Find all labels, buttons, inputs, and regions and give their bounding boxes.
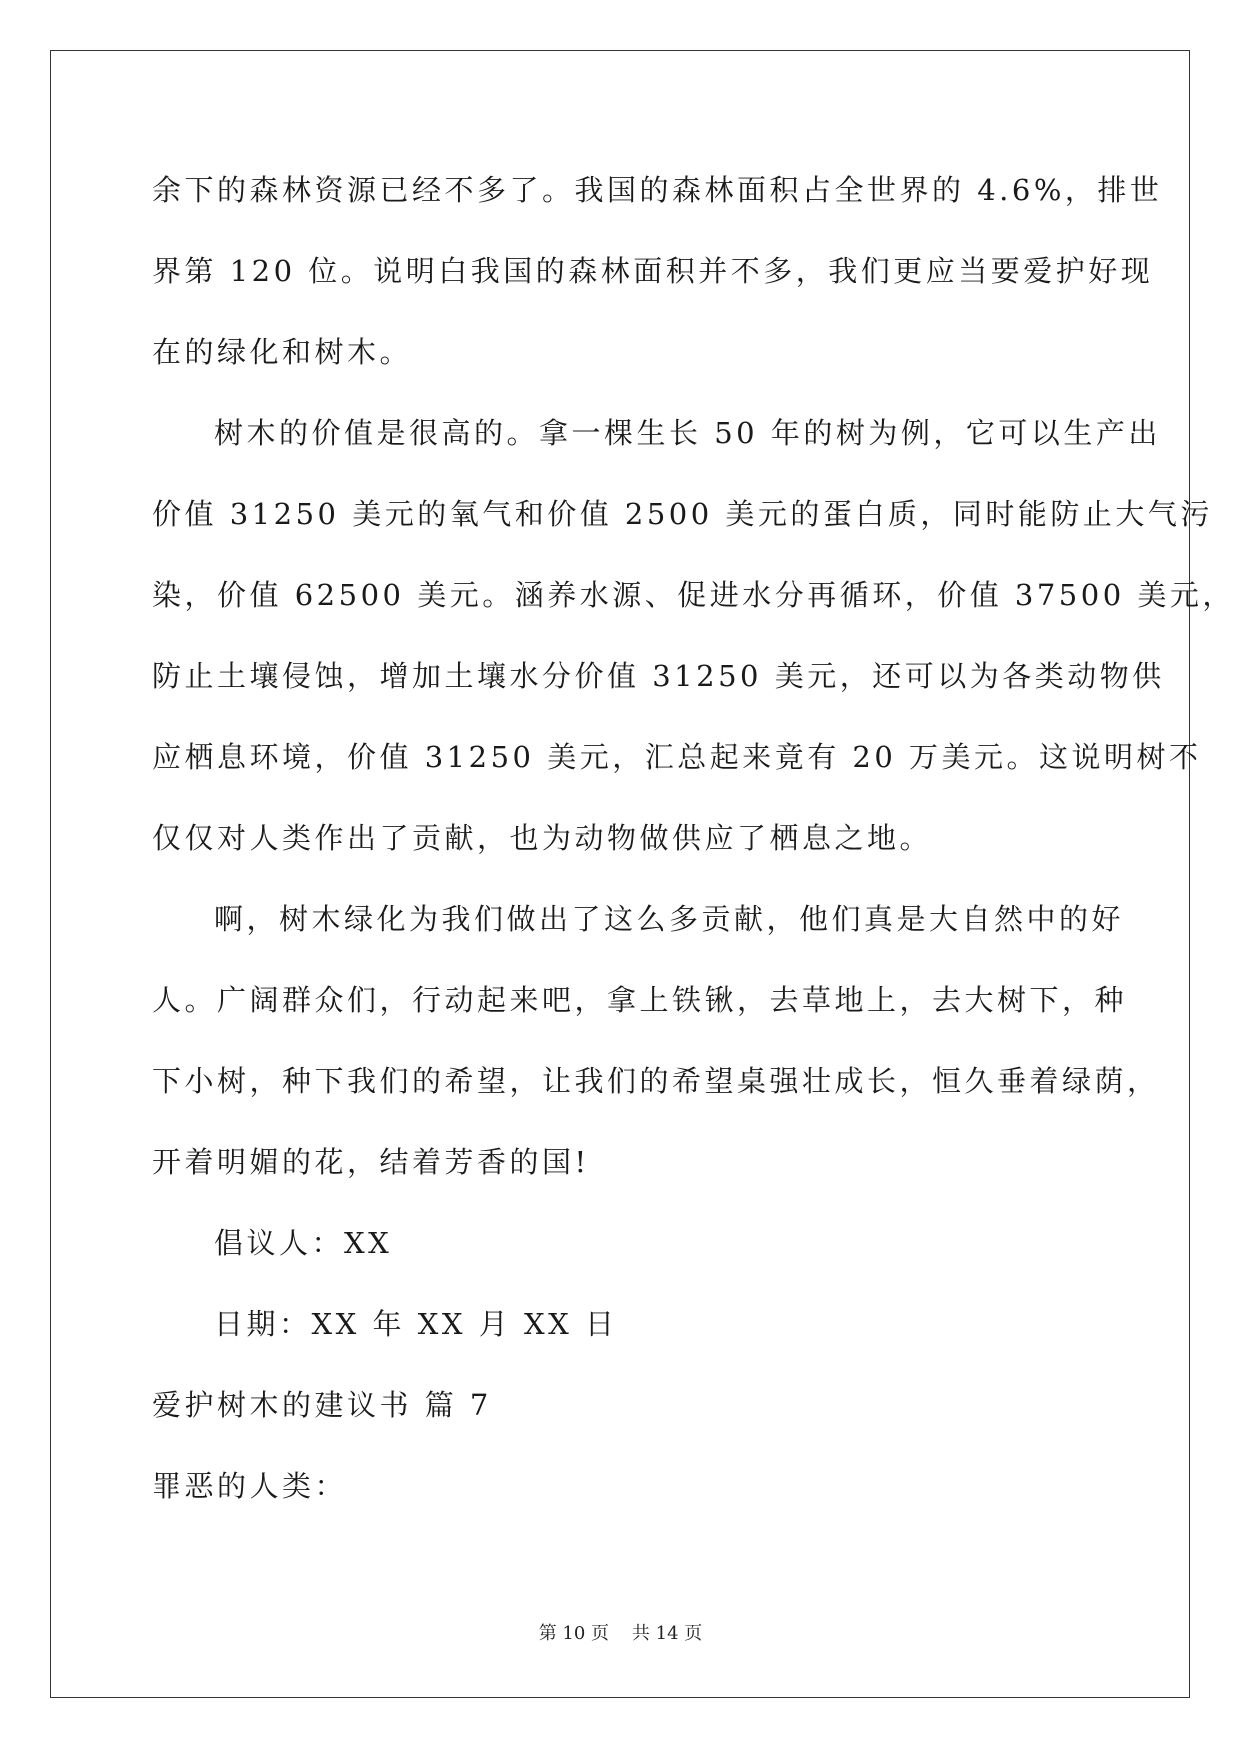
paragraph-start-line: 树木的价值是很高的。拿一棵生长 50 年的树为例，它可以生产出 [214,416,1161,450]
text-line: 界第 120 位。说明白我国的森林面积并不多，我们更应当要爱护好现 [152,254,1154,288]
salutation-line: 罪恶的人类： [152,1469,348,1503]
text-line: 防止土壤侵蚀，增加土壤水分价值 31250 美元，还可以为各类动物供 [152,659,1165,693]
page-footer [0,1619,1241,1645]
page-number: 第 10 页 共 14 页 [538,1623,703,1644]
section-heading: 爱护树木的建议书 篇 7 [152,1388,492,1422]
text-line: 余下的森林资源已经不多了。我国的森林面积占全世界的 4.6%，排世 [152,173,1163,207]
date-line: 日期：XX 年 XX 月 XX 日 [214,1307,618,1341]
text-line: 下小树，种下我们的希望，让我们的希望桌强壮成长，恒久垂着绿荫， [152,1064,1160,1098]
text-line: 染，价值 62500 美元。涵养水源、促进水分再循环，价值 37500 美元， [152,578,1235,612]
text-line: 开着明媚的花，结着芳香的国! [152,1145,590,1179]
initiator-line: 倡议人：XX [214,1226,393,1260]
paragraph-start-line: 啊，树木绿化为我们做出了这么多贡献，他们真是大自然中的好 [214,902,1125,936]
text-line: 仅仅对人类作出了贡献，也为动物做供应了栖息之地。 [152,821,933,855]
text-line: 在的绿化和树木。 [152,335,413,369]
document-body [152,160,1235,1537]
text-line: 人。广阔群众们，行动起来吧，拿上铁锹，去草地上，去大树下，种 [152,983,1128,1017]
text-line: 应栖息环境，价值 31250 美元，汇总起来竟有 20 万美元。这说明树不 [152,740,1202,774]
text-line: 价值 31250 美元的氧气和价值 2500 美元的蛋白质，同时能防止大气污 [152,497,1213,531]
